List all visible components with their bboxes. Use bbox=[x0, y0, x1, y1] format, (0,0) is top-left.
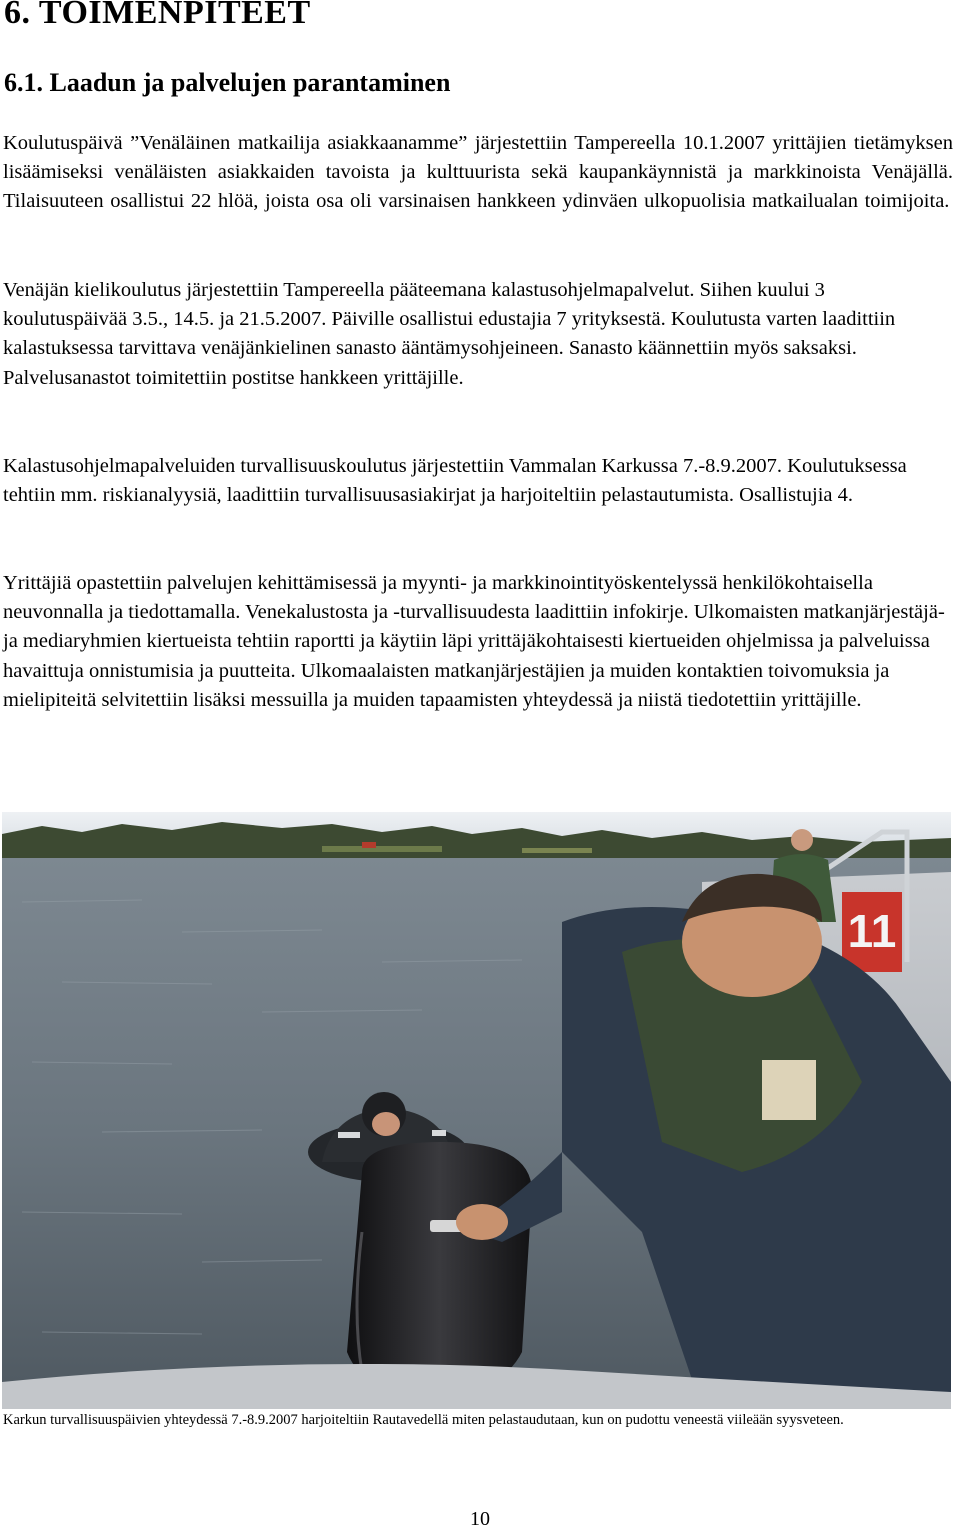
photo-caption: Karkun turvallisuuspäivien yhteydessä 7.-8.9.2007 harjoiteltiin Rautavedellä miten pelastaudutaan, kun on pudottu veneestä viileään syysveteen. bbox=[3, 1412, 844, 1428]
paragraph-language-training: Venäjän kielikoulutus järjestettiin Tampereella pääteemana kalastusohjelmapalvelut. Siihen kuului 3 koulutuspäivää 3.5., 14.5. ja 21.5.2007. Päiville osallistui edustajia 7 yrityksestä. Koulutusta varten laadittiin kalastuksessa tarvittava venäjänkielinen sanasto ääntämysohjeineen. Sanasto käännettiin myös saksaksi. Palvelusanastot toimitettiin postitse hankkeen yrittäjille. bbox=[3, 279, 896, 389]
page-number: 10 bbox=[470, 1508, 490, 1530]
paragraph-entrepreneur-guidance: Yrittäjiä opastettiin palvelujen kehittämisessä ja myynti- ja markkinointityöskentelyssä henkilökohtaisella neuvonnalla ja tiedottamalla. Venekalustosta ja -turvallisuudesta laadittiin infokirje. Ulkomaisten matkanjärjestäjä- ja mediaryhmien kiertueista tehtiin raportti ja käytiin läpi yrittäjäkohtaisesti kiertueiden ohjelmissa ja palveluissa havaittuja onnistumisia ja puutteita. Ulkomaalaisten matkanjärjestäjien ja muiden kontaktien toivomuksia ja mielipiteitä selvitettiin lisäksi messuilla ja muiden tapaamisten yhteydessä ja niistä tiedotettiin yrittäjille. bbox=[3, 572, 945, 711]
paragraph-safety-training: Kalastusohjelmapalveluiden turvallisuuskoulutus järjestettiin Vammalan Karkussa 7.-8.9.2007. Koulutuksessa tehtiin mm. riskianalyysiä, laadittiin turvallisuusasiakirjat ja harjoiteltiin pelastautumista. Osallistujia 4. bbox=[3, 455, 907, 507]
boat-number: 11 bbox=[847, 905, 897, 957]
chapter-title: 6. TOIMENPITEET bbox=[4, 0, 311, 31]
rescue-exercise-photo bbox=[2, 812, 951, 1409]
paragraph-training-day: Koulutuspäivä ”Venäläinen matkailija asiakkaanamme” järjestettiin Tampereella 10.1.2007 yrittäjien tietämyksen lisäämiseksi venäläisten asiakkaiden tavoista ja kulttuurista sekä kaupankäynnistä ja markkinoista Venäjällä. Tilaisuuteen osallistui 22 hlöä, joista osa oli varsinaisen hankkeen ydinväen ulkopuolisia matkailualan toimijoita. bbox=[3, 132, 953, 213]
section-title: 6.1. Laadun ja palvelujen parantaminen bbox=[4, 68, 451, 97]
outboard-engine bbox=[347, 1142, 532, 1402]
